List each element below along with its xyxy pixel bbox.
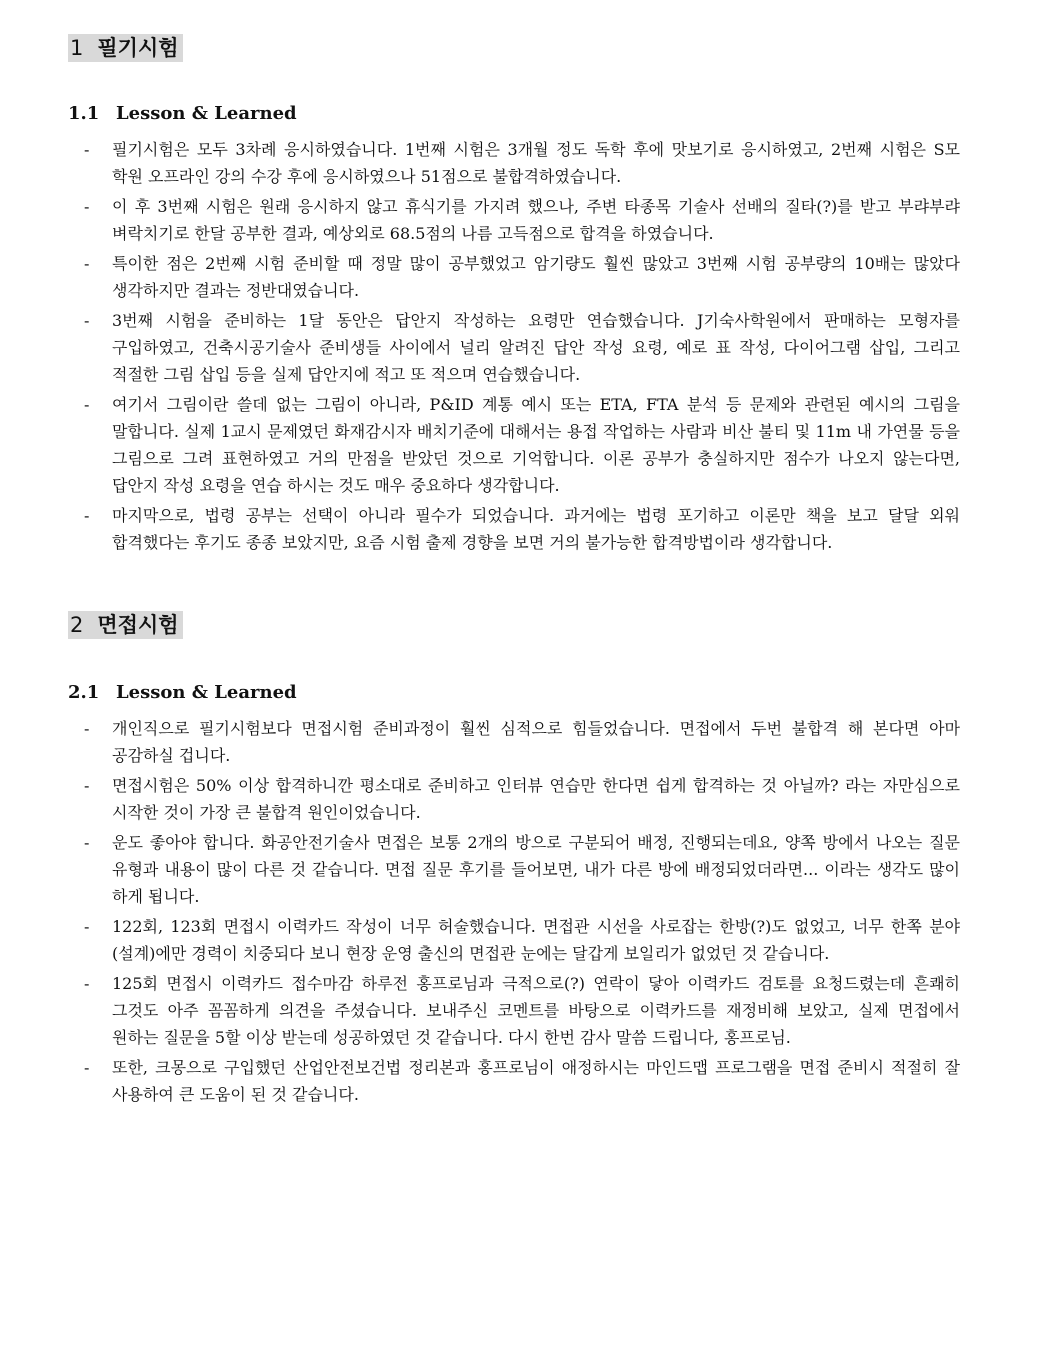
list-item-text: 개인직으로 필기시험보다 면접시험 준비과정이 훨씬 심적으로 힘들었습니다. 면접에서 두번 불합격 해 본다면 아마 공감하실 겁니다. bbox=[112, 719, 960, 765]
subsection-1-1-number: 1.1 bbox=[68, 103, 100, 124]
list-item bbox=[68, 1054, 960, 1108]
list-item-text: 마지막으로, 법령 공부는 선택이 아니라 필수가 되었습니다. 과거에는 법령 포기하고 이론만 책을 보고 달달 외워 합격했다는 후기도 종종 보았지만, 요즘 시험 출제 경향을 보면 거의 불가능한 합격방법이라 생각합니다. bbox=[112, 506, 960, 552]
section-2-heading bbox=[68, 611, 183, 639]
list-item-text: 125회 면접시 이력카드 접수마감 하루전 홍프로님과 극적으로(?) 연락이 닿아 이력카드 검토를 요청드렸는데 흔쾌히 그것도 아주 꼼꼼하게 의견을 주셨습니다. 보내주신 코멘트를 바탕으로 이력카드를 재정비해 보았고, 실제 면접에서 원하는 질문을 5할 이상 받는데 성공하였던 것 같습니다. 다시 한번 감사 말씀 드립니다, 홍프로님. bbox=[112, 974, 960, 1047]
bullet-dash: - bbox=[84, 1058, 90, 1077]
list-item bbox=[68, 307, 960, 388]
section-1-number: 1 bbox=[70, 36, 84, 60]
bullet-dash: - bbox=[84, 719, 90, 738]
subsection-1-1-heading bbox=[68, 102, 960, 126]
list-item-text: 필기시험은 모두 3차례 응시하였습니다. 1번째 시험은 3개월 정도 독학 후에 맛보기로 응시하였고, 2번째 시험은 S모 학원 오프라인 강의 수강 후에 응시하였으나 51점으로 불합격하였습니다. bbox=[112, 140, 960, 186]
section-2-list bbox=[68, 715, 960, 1108]
list-item bbox=[68, 829, 960, 910]
bullet-dash: - bbox=[84, 140, 90, 159]
section-1-title: 필기시험 bbox=[97, 36, 179, 60]
list-item-text: 이 후 3번째 시험은 원래 응시하지 않고 휴식기를 가지려 했으나, 주변 타종목 기술사 선배의 질타(?)를 받고 부랴부랴 벼락치기로 한달 공부한 결과, 예상외로 68.5점의 나름 고득점으로 합격을 하였습니다. bbox=[112, 197, 960, 243]
list-item-text: 3번째 시험을 준비하는 1달 동안은 답안지 작성하는 요령만 연습했습니다. J기숙사학원에서 판매하는 모형자를 구입하였고, 건축시공기술사 준비생들 사이에서 널리 알려진 답안 작성 요령, 예로 표 작성, 다이어그램 삽입, 그리고 적절한 그림 삽입 등을 실제 답안지에 적고 또 적으며 연습했습니다. bbox=[112, 311, 960, 384]
list-item bbox=[68, 391, 960, 499]
subsection-2-1-number: 2.1 bbox=[68, 682, 100, 703]
subsection-2-1-heading bbox=[68, 681, 960, 705]
bullet-dash: - bbox=[84, 776, 90, 795]
list-item-text: 여기서 그림이란 쓸데 없는 그림이 아니라, P&ID 계통 예시 또는 ETA, FTA 분석 등 문제와 관련된 예시의 그림을 말합니다. 실제 1교시 문제였던 화재감시자 배치기준에 대해서는 용접 작업하는 사람과 비산 불티 및 11m 내 가연물 등을 그림으로 그려 표현하였고 거의 만점을 받았던 것으로 기억합니다. 이론 공부가 충실하지만 점수가 나오지 않는다면, 답안지 작성 요령을 연습 하시는 것도 매우 중요하다 생각합니다. bbox=[112, 395, 960, 495]
list-item-text: 또한, 크몽으로 구입했던 산업안전보건법 정리본과 홍프로님이 애정하시는 마인드맵 프로그램을 면접 준비시 적절히 잘 사용하여 큰 도움이 된 것 같습니다. bbox=[112, 1058, 960, 1104]
bullet-dash: - bbox=[84, 395, 90, 414]
section-1-heading bbox=[68, 34, 183, 62]
list-item-text: 특이한 점은 2번째 시험 준비할 때 정말 많이 공부했었고 암기량도 훨씬 많았고 3번째 시험 공부량의 10배는 많았다 생각하지만 결과는 정반대였습니다. bbox=[112, 254, 960, 300]
bullet-dash: - bbox=[84, 833, 90, 852]
list-item bbox=[68, 970, 960, 1051]
bullet-dash: - bbox=[84, 917, 90, 936]
bullet-dash: - bbox=[84, 311, 90, 330]
subsection-1-1-title: Lesson & Learned bbox=[116, 103, 297, 124]
list-item-text: 운도 좋아야 합니다. 화공안전기술사 면접은 보통 2개의 방으로 구분되어 배정, 진행되는데요, 양쪽 방에서 나오는 질문 유형과 내용이 많이 다른 것 같습니다. 면접 질문 후기를 들어보면, 내가 다른 방에 배정되었더라면... 이라는 생각도 많이 하게 됩니다. bbox=[112, 833, 960, 906]
subsection-2-1-title: Lesson & Learned bbox=[116, 682, 297, 703]
section-2-number: 2 bbox=[70, 613, 84, 637]
list-item bbox=[68, 715, 960, 769]
list-item bbox=[68, 772, 960, 826]
list-item-text: 122회, 123회 면접시 이력카드 작성이 너무 허술했습니다. 면접관 시선을 사로잡는 한방(?)도 없었고, 너무 한쪽 분야(설계)에만 경력이 치중되다 보니 현장 운영 출신의 면접관 눈에는 달갑게 보일리가 없었던 것 같습니다. bbox=[112, 917, 960, 963]
bullet-dash: - bbox=[84, 974, 90, 993]
bullet-dash: - bbox=[84, 506, 90, 525]
list-item-text: 면접시험은 50% 이상 합격하니깐 평소대로 준비하고 인터뷰 연습만 한다면 쉽게 합격하는 것 아닐까? 라는 자만심으로 시작한 것이 가장 큰 불합격 원인이었습니다. bbox=[112, 776, 960, 822]
list-item bbox=[68, 136, 960, 190]
bullet-dash: - bbox=[84, 197, 90, 216]
section-2-title: 면접시험 bbox=[97, 613, 179, 637]
list-item bbox=[68, 502, 960, 556]
section-1-list bbox=[68, 136, 960, 556]
list-item bbox=[68, 193, 960, 247]
list-item bbox=[68, 250, 960, 304]
list-item bbox=[68, 913, 960, 967]
bullet-dash: - bbox=[84, 254, 90, 273]
